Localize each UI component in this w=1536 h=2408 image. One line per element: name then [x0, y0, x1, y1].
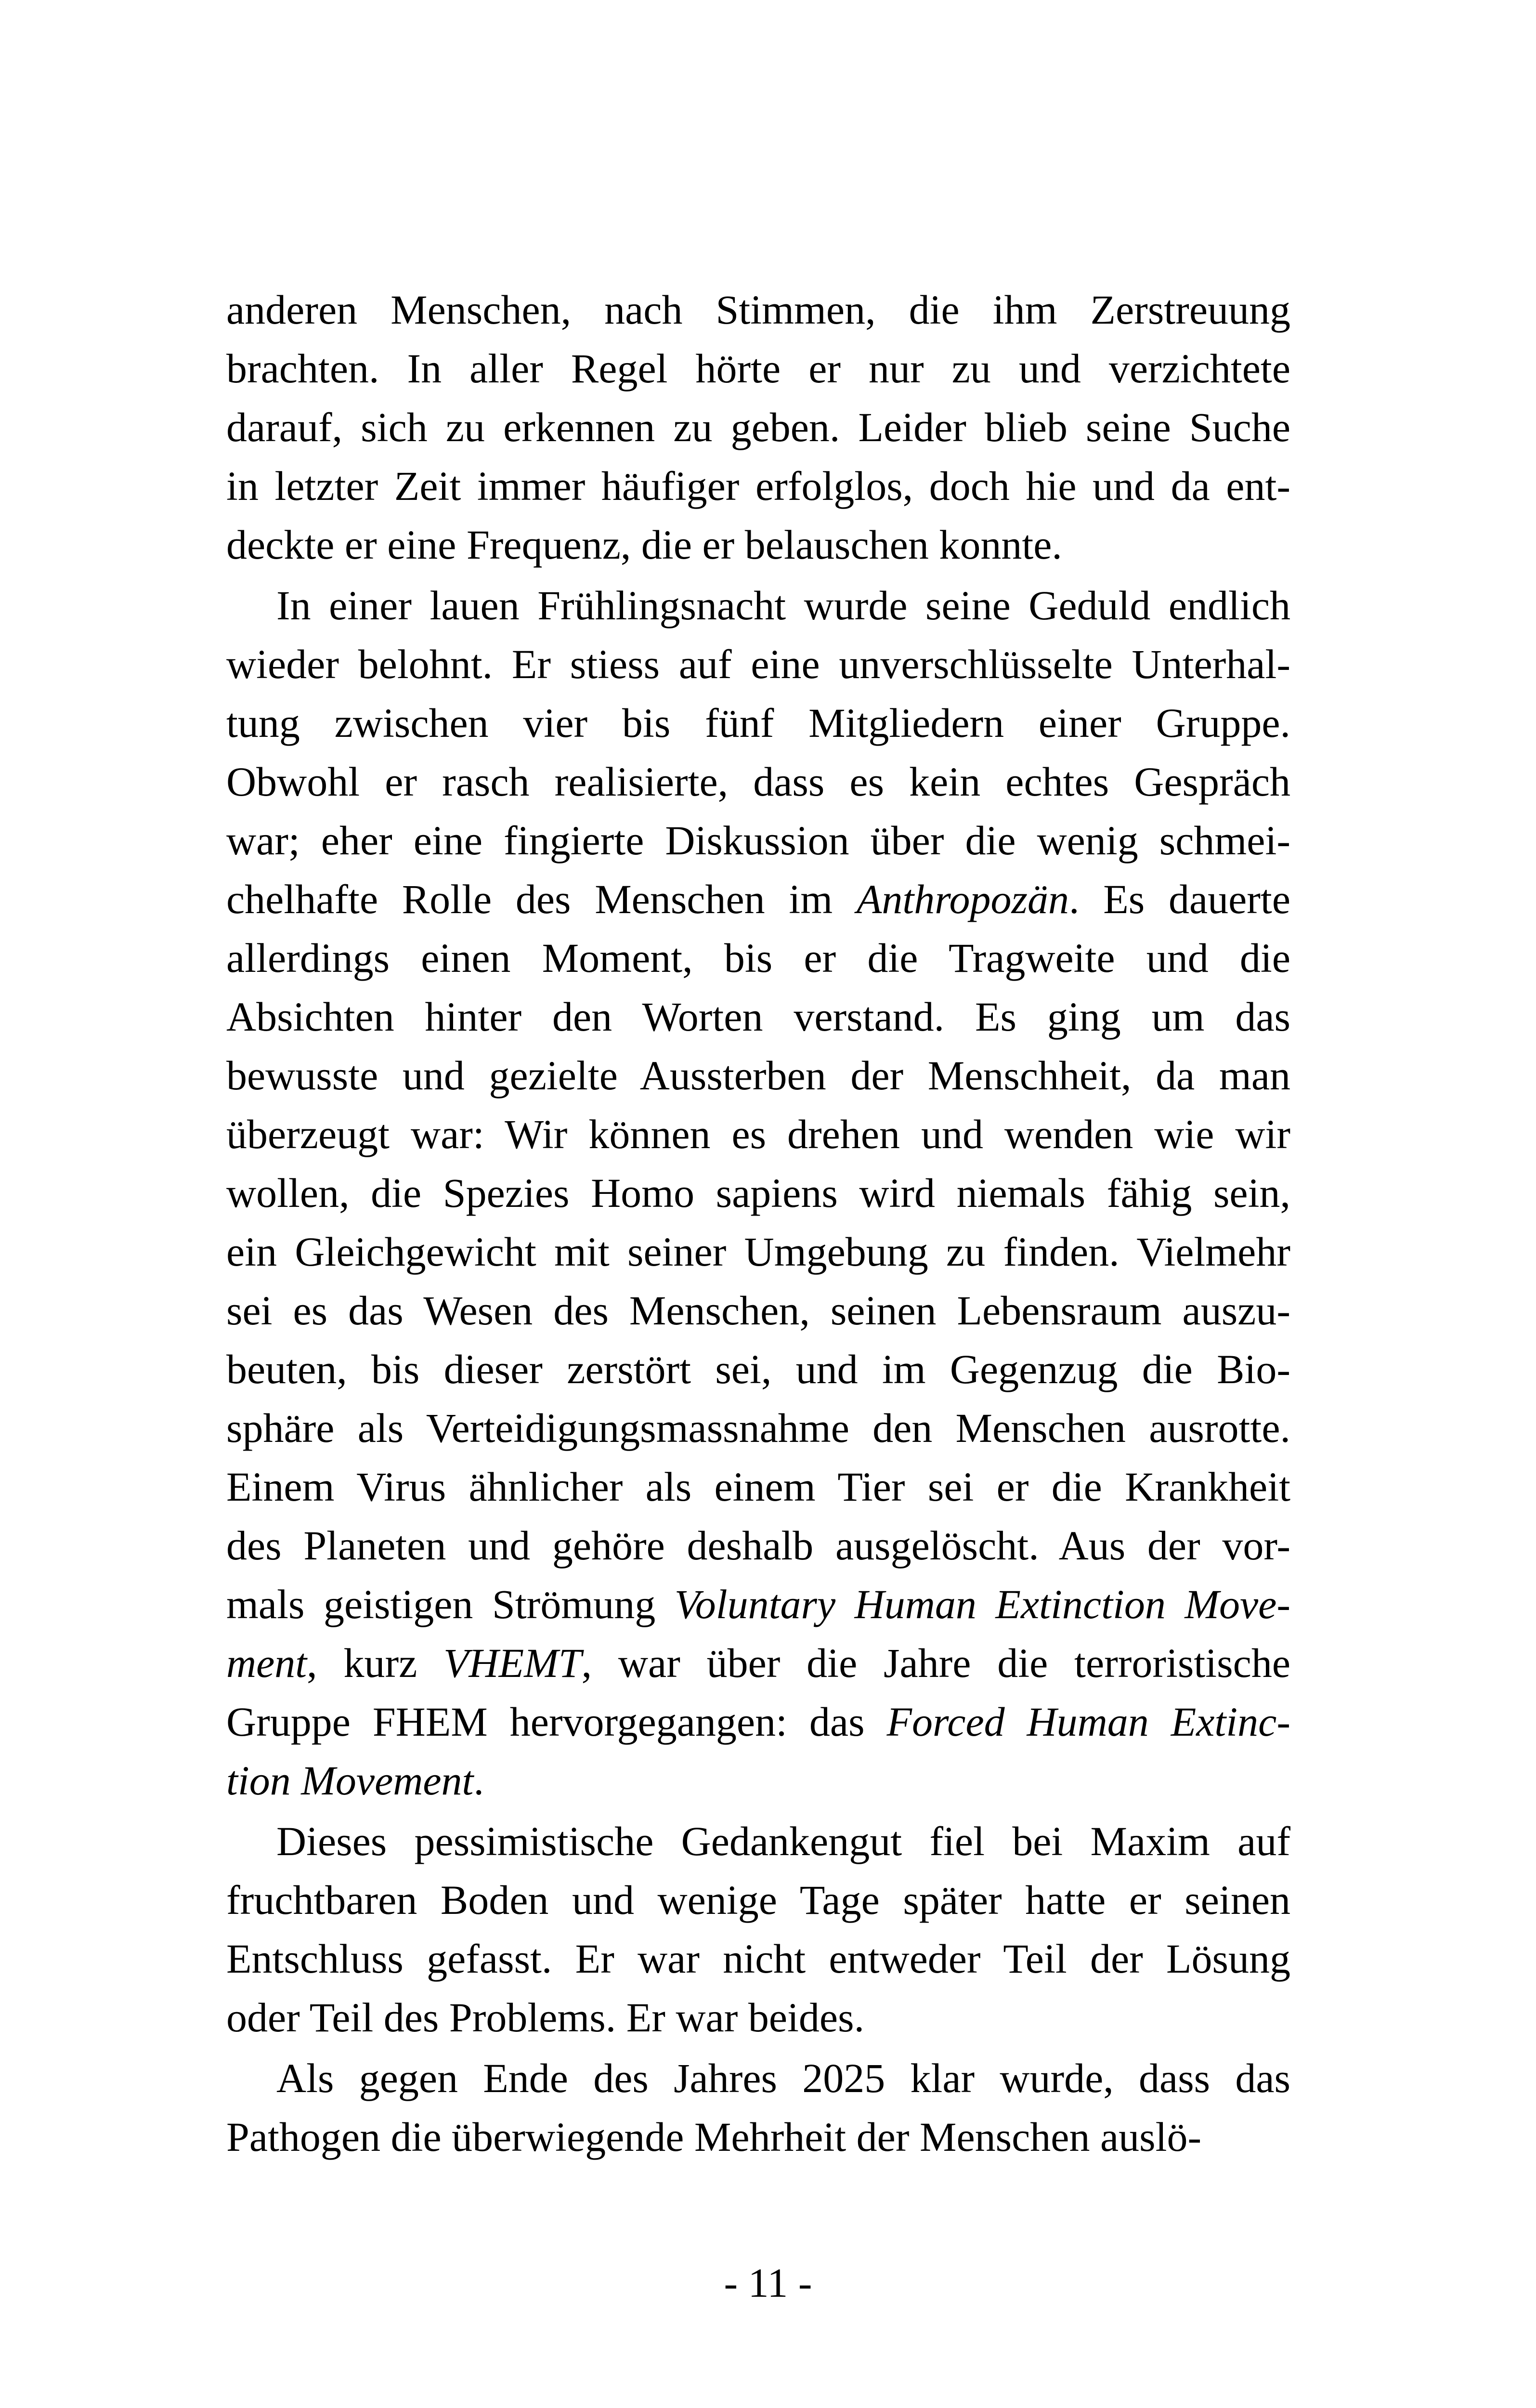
text-line: [226, 811, 1290, 870]
text-segment: fruchtbaren Boden und wenige Tage später hatte er seinen: [226, 1877, 1290, 1923]
paragraph: [226, 1812, 1290, 2047]
text-line: [226, 1929, 1290, 1988]
text-segment: sphäre als Verteidigungsmassnahme den Menschen ausrotte.: [226, 1405, 1290, 1451]
text-line: [226, 694, 1290, 752]
text-segment: deckte er eine Frequenz, die er belauschen konnte.: [226, 522, 1062, 568]
text-line: [226, 398, 1290, 457]
text-line: [226, 987, 1290, 1046]
paragraph: [226, 280, 1290, 574]
text-segment: mals geistigen Strömung: [226, 1581, 675, 1627]
text-segment: Als gegen Ende des Jahres 2025 klar wurde, dass das: [276, 2055, 1290, 2101]
text-segment: In einer lauen Frühlingsnacht wurde seine Geduld endlich: [276, 582, 1290, 628]
text-segment: überzeugt war: Wir können es drehen und wenden wie wir: [226, 1111, 1290, 1157]
text-segment: ein Gleichgewicht mit seiner Umgebung zu finden. Vielmehr: [226, 1229, 1290, 1275]
text-line: [226, 1222, 1290, 1281]
text-line: [226, 1575, 1290, 1634]
text-line: [226, 1164, 1290, 1222]
text-segment: anderen Menschen, nach Stimmen, die ihm Zerstreuung: [226, 287, 1290, 333]
text-segment: Absichten hinter den Worten verstand. Es ging um das: [226, 994, 1290, 1040]
text-segment: wieder belohnt. Er stiess auf eine unverschlüsselte Unterhal-: [226, 641, 1290, 687]
text-line: [226, 1457, 1290, 1516]
text-segment: beuten, bis dieser zerstört sei, und im Gegenzug die Bio-: [226, 1346, 1290, 1392]
text-segment: wollen, die Spezies Homo sapiens wird niemals fähig sein,: [226, 1170, 1290, 1216]
text-line: [226, 1516, 1290, 1575]
text-line: [226, 1751, 1290, 1810]
text-segment: Pathogen die überwiegende Mehrheit der Menschen auslö-: [226, 2114, 1202, 2160]
text-segment: brachten. In aller Regel hörte er nur zu und verzichtete: [226, 345, 1290, 392]
body-text: [226, 280, 1290, 2166]
italic-text: Anthropozän: [856, 876, 1069, 922]
text-segment: Dieses pessimistische Gedankengut fiel bei Maxim auf: [276, 1818, 1290, 1864]
text-segment: in letzter Zeit immer häufiger erfolglos, doch hie und da ent-: [226, 463, 1290, 509]
text-segment: . Es dauerte: [1069, 876, 1290, 922]
text-segment: sei es das Wesen des Menschen, seinen Lebensraum auszu-: [226, 1287, 1290, 1334]
text-line: [226, 870, 1290, 929]
italic-text: VHEMT: [443, 1640, 582, 1686]
text-line: [226, 1105, 1290, 1164]
text-line: [226, 515, 1290, 574]
italic-text: Forced Human Extinc-: [886, 1699, 1290, 1745]
text-segment: , kurz: [307, 1640, 444, 1686]
paragraph: [226, 576, 1290, 1810]
text-line: [226, 339, 1290, 398]
text-segment: Entschluss gefasst. Er war nicht entweder Teil der Lösung: [226, 1936, 1290, 1982]
text-line: [226, 280, 1290, 339]
text-segment: Obwohl er rasch realisierte, dass es kein echtes Gespräch: [226, 759, 1290, 805]
text-segment: Gruppe FHEM hervorgegangen: das: [226, 1699, 887, 1745]
text-line: [226, 1871, 1290, 1929]
text-line: [226, 1046, 1290, 1105]
text-segment: allerdings einen Moment, bis er die Tragweite und die: [226, 935, 1290, 981]
text-line: [226, 1812, 1290, 1871]
text-segment: war; eher eine fingierte Diskussion über die wenig schmei-: [226, 817, 1290, 864]
text-line: [226, 635, 1290, 694]
text-line: [226, 1692, 1290, 1751]
text-segment: tung zwischen vier bis fünf Mitgliedern einer Gruppe.: [226, 700, 1290, 746]
text-segment: bewusste und gezielte Aussterben der Menschheit, da man: [226, 1052, 1290, 1099]
text-line: [226, 2107, 1290, 2166]
text-line: [226, 1399, 1290, 1457]
text-segment: des Planeten und gehöre deshalb ausgelöscht. Aus der vor-: [226, 1522, 1290, 1569]
text-segment: Einem Virus ähnlicher als einem Tier sei er die Krankheit: [226, 1464, 1290, 1510]
text-line: [226, 576, 1290, 635]
text-line: [226, 752, 1290, 811]
text-segment: , war über die Jahre die terroristische: [581, 1640, 1290, 1686]
text-segment: chelhafte Rolle des Menschen im: [226, 876, 857, 922]
text-segment: darauf, sich zu erkennen zu geben. Leider blieb seine Suche: [226, 404, 1290, 450]
text-segment: .: [473, 1757, 484, 1804]
italic-text: ment: [226, 1640, 307, 1686]
text-segment: oder Teil des Problems. Er war beides.: [226, 1994, 865, 2041]
text-line: [226, 457, 1290, 515]
text-line: [226, 1634, 1290, 1692]
italic-text: tion Movement: [226, 1757, 474, 1804]
text-line: [226, 929, 1290, 987]
text-line: [226, 1340, 1290, 1399]
paragraph: [226, 2049, 1290, 2166]
text-line: [226, 2049, 1290, 2107]
italic-text: Voluntary Human Extinction Move-: [674, 1581, 1290, 1627]
page-number: - 11 -: [724, 2260, 812, 2306]
text-line: [226, 1281, 1290, 1340]
text-line: [226, 1988, 1290, 2047]
